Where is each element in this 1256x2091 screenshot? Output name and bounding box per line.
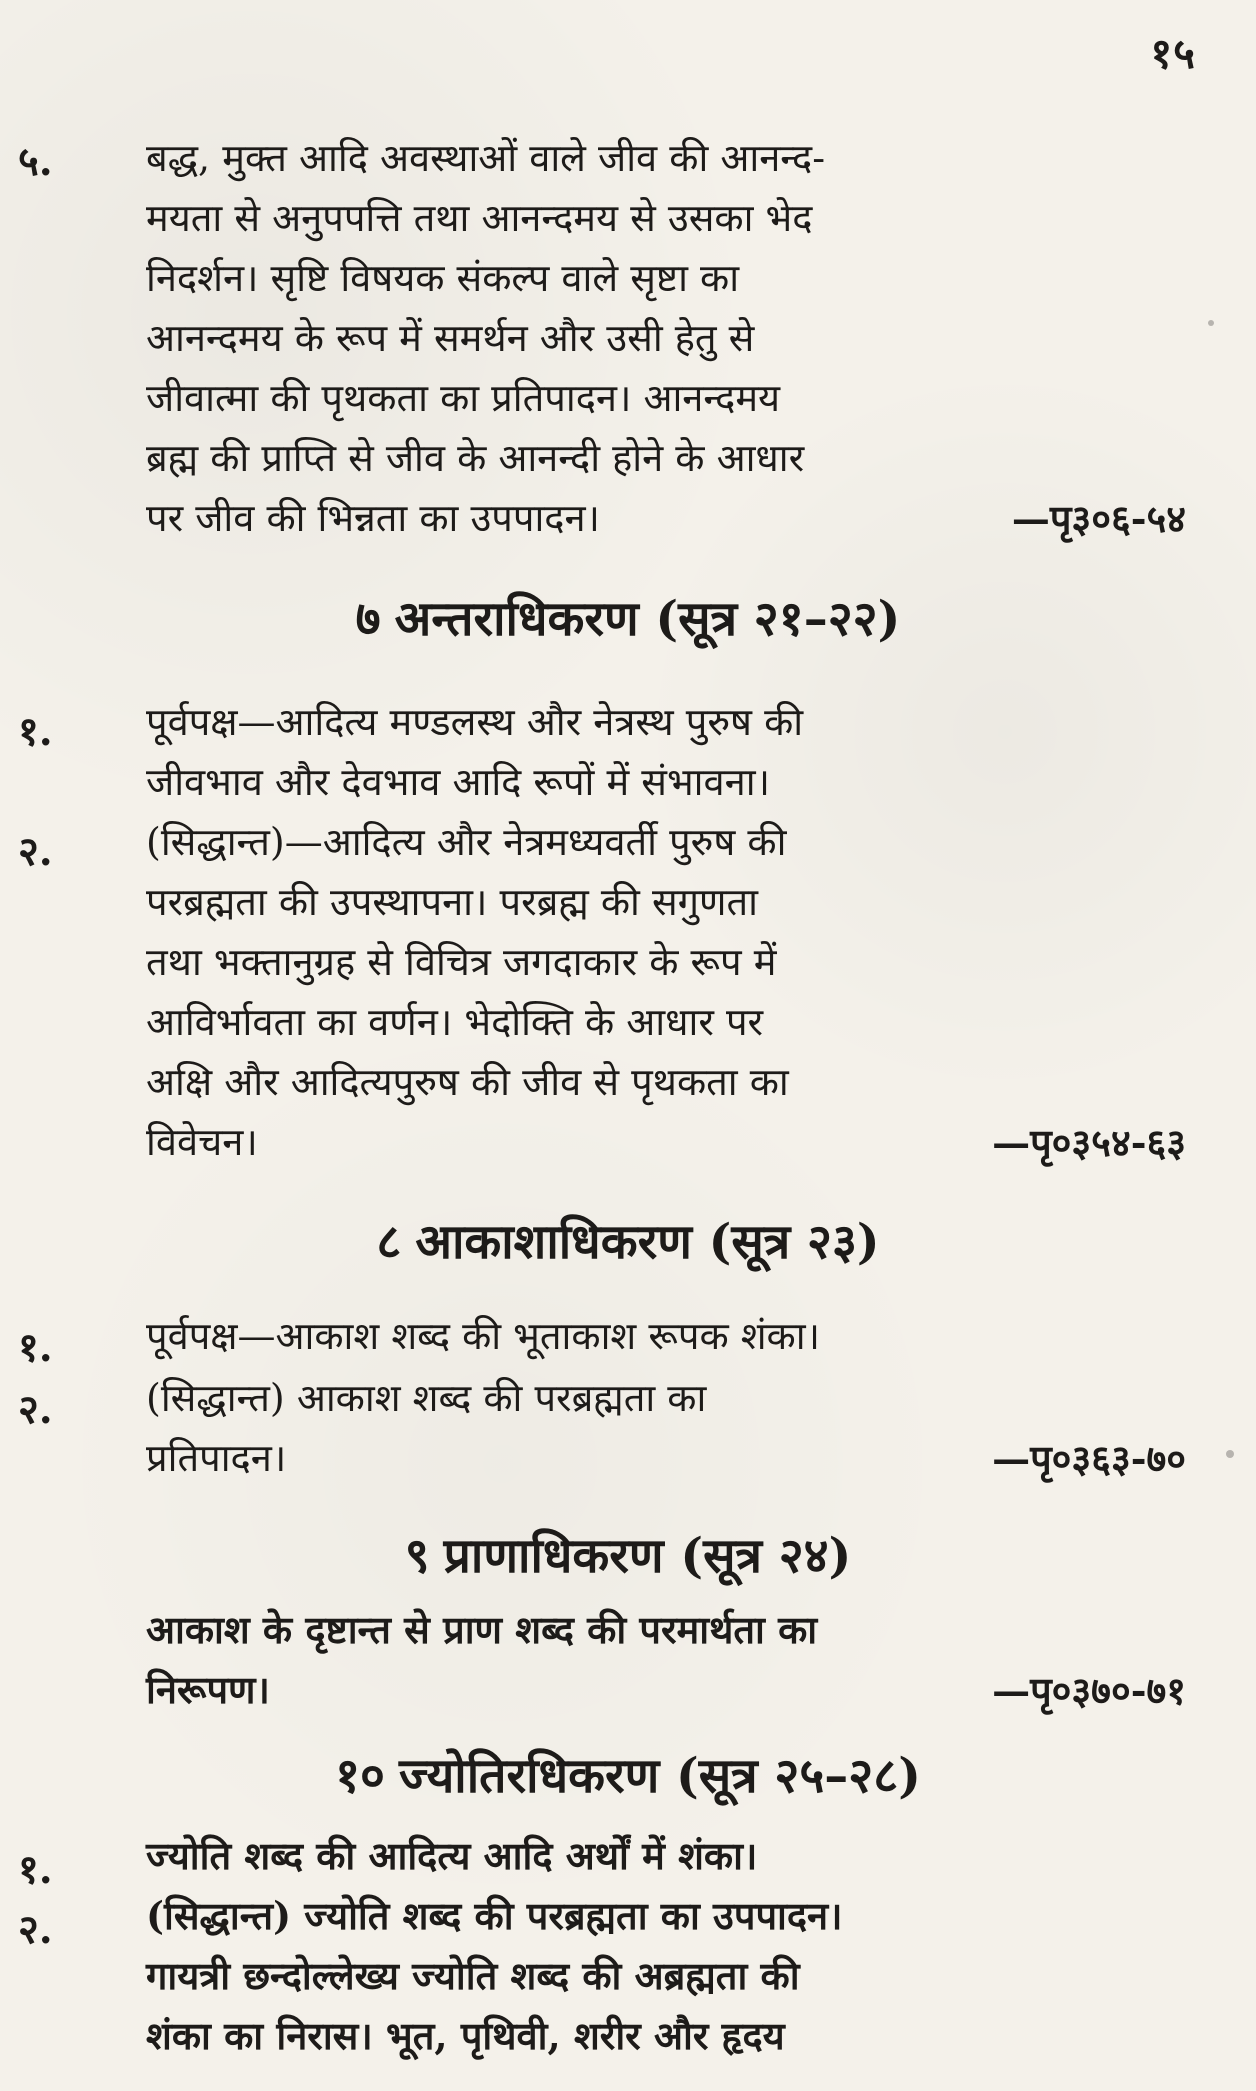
text-line: परब्रह्मता की उपस्थापना। परब्रह्म की सगुणता bbox=[146, 880, 759, 924]
text-line: आविर्भावता का वर्णन। भेदोक्ति के आधार पर bbox=[146, 1000, 764, 1044]
section-sutra: (सूत्र २५–२८) bbox=[676, 1748, 921, 1804]
text-line: पर जीव की भिन्नता का उपपादन। bbox=[146, 496, 600, 540]
ink-speck bbox=[1208, 320, 1214, 326]
text-line: विवेचन। bbox=[146, 1120, 258, 1164]
section-sutra: (सूत्र २३) bbox=[708, 1214, 880, 1270]
text-line: जीवात्मा की पृथकता का प्रतिपादन। आनन्दमय bbox=[146, 376, 781, 420]
page-reference: —पृ०३७०-७१ bbox=[992, 1668, 1186, 1713]
item-number: २. bbox=[18, 828, 53, 875]
item-number: १. bbox=[18, 1324, 53, 1371]
page-reference: —पृ०३५४-६३ bbox=[992, 1120, 1186, 1165]
item-number: १. bbox=[18, 1846, 53, 1893]
page-reference: —पृ०३६३-७० bbox=[992, 1436, 1186, 1481]
section-number: ९ bbox=[404, 1528, 430, 1584]
text-line: ब्रह्म की प्राप्ति से जीव के आनन्दी होने के आधार bbox=[146, 436, 805, 480]
section-sutra: (सूत्र २१–२२) bbox=[655, 591, 901, 647]
section-number: १० bbox=[335, 1748, 385, 1804]
text-line: मयता से अनुपपत्ति तथा आनन्दमय से उसका भेद bbox=[146, 196, 813, 240]
section-title: अन्तराधिकरण bbox=[394, 591, 639, 647]
text-line: अक्षि और आदित्यपुरुष की जीव से पृथकता का bbox=[146, 1060, 789, 1104]
section-sutra: (सूत्र २४) bbox=[680, 1528, 852, 1584]
item-number: ५. bbox=[18, 138, 53, 185]
text-line: ज्योति शब्द की आदित्य आदि अर्थों में शंका। bbox=[146, 1833, 758, 1878]
item-number: २. bbox=[18, 1386, 53, 1433]
section-number: ८ bbox=[376, 1214, 402, 1270]
text-line: पूर्वपक्ष—आदित्य मण्डलस्थ और नेत्रस्थ पुरुष की bbox=[146, 700, 804, 744]
section-heading bbox=[0, 1522, 1256, 1587]
section-title: आकाशाधिकरण bbox=[415, 1214, 692, 1270]
text-line: बद्ध, मुक्त आदि अवस्थाओं वाले जीव की आनन्द- bbox=[146, 136, 826, 180]
text-line: पूर्वपक्ष—आकाश शब्द की भूताकाश रूपक शंका। bbox=[146, 1314, 820, 1358]
ink-speck bbox=[1226, 1450, 1234, 1458]
text-line: आनन्दमय के रूप में समर्थन और उसी हेतु से bbox=[146, 316, 755, 360]
text-line: (सिद्धान्त) आकाश शब्द की परब्रह्मता का bbox=[146, 1376, 707, 1420]
item-number: १. bbox=[18, 708, 53, 755]
section-title: ज्योतिरधिकरण bbox=[398, 1748, 660, 1804]
item-number: २. bbox=[18, 1906, 53, 1953]
section-number: ७ bbox=[355, 591, 381, 647]
text-line: जीवभाव और देवभाव आदि रूपों में संभावना। bbox=[146, 760, 770, 804]
text-line: गायत्री छन्दोल्लेख्य ज्योति शब्द की अब्रह्मता की bbox=[146, 1953, 800, 1998]
section-heading bbox=[0, 1742, 1256, 1807]
section-heading bbox=[0, 585, 1256, 650]
text-line: निदर्शन। सृष्टि विषयक संकल्प वाले सृष्टा का bbox=[146, 256, 740, 300]
text-line: आकाश के दृष्टान्त से प्राण शब्द की परमार्थता का bbox=[146, 1607, 818, 1652]
page-number: १५ bbox=[1150, 29, 1196, 78]
text-line: निरूपण। bbox=[146, 1667, 270, 1712]
section-title: प्राणाधिकरण bbox=[443, 1528, 664, 1584]
page-reference: —पृ३०६-५४ bbox=[1011, 496, 1186, 541]
section-heading bbox=[0, 1208, 1256, 1273]
text-line: शंका का निरास। भूत, पृथिवी, शरीर और हृदय bbox=[146, 2013, 785, 2058]
text-line: तथा भक्तानुग्रह से विचित्र जगदाकार के रूप में bbox=[146, 940, 777, 984]
text-line: (सिद्धान्त) ज्योति शब्द की परब्रह्मता का उपपादन। bbox=[146, 1893, 843, 1938]
text-line: प्रतिपादन। bbox=[146, 1436, 287, 1480]
text-line: (सिद्धान्त)—आदित्य और नेत्रमध्यवर्ती पुरुष की bbox=[146, 820, 787, 864]
